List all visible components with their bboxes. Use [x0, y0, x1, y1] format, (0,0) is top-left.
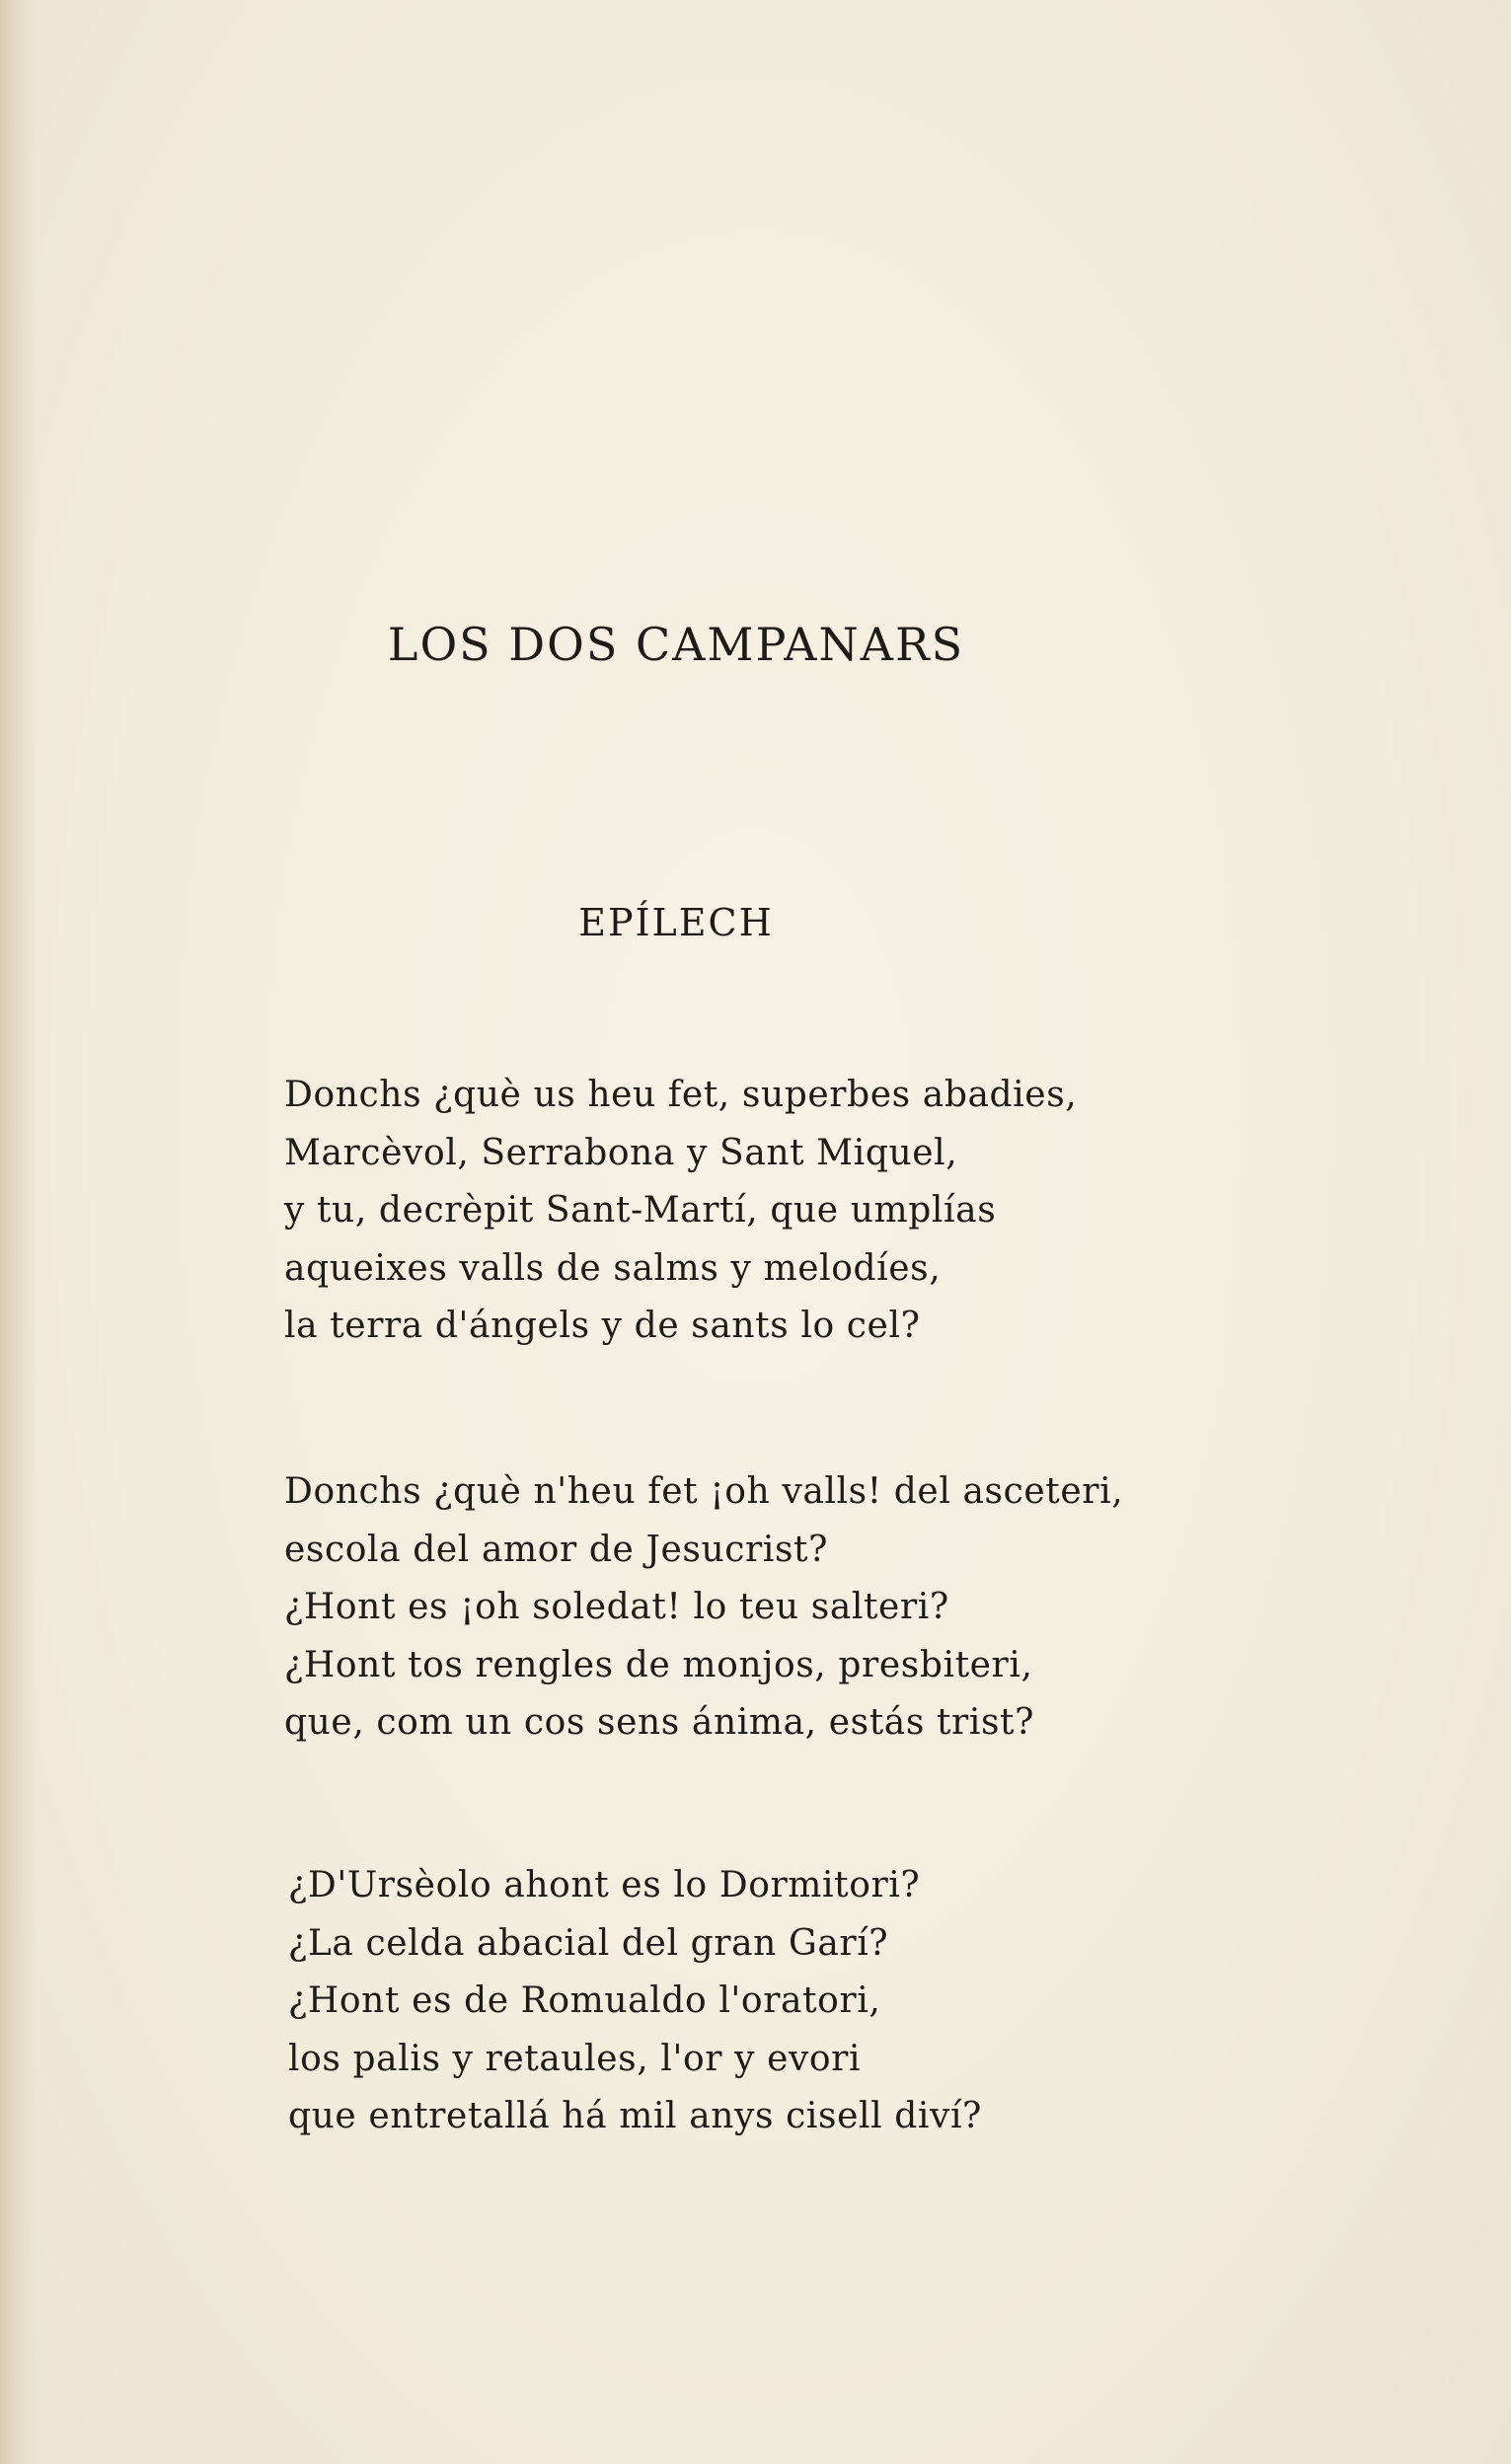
- verse-line: la terra d'ángels y de sants lo cel?: [284, 1306, 921, 1346]
- stanza: [284, 1067, 1271, 1356]
- poem-subtitle: EPÍLECH: [578, 901, 774, 944]
- verse-line: los palis y retaules, l'or y evori: [288, 2038, 862, 2079]
- stanza: [288, 1857, 1275, 2146]
- verse-line: aqueixes valls de salms y melodíes,: [284, 1247, 942, 1289]
- verse-line: ¿Hont tos rengles de monjos, presbiteri,: [284, 1644, 1033, 1685]
- stanza: [284, 1463, 1271, 1753]
- verse-line: Marcèvol, Serrabona y Sant Miquel,: [284, 1132, 958, 1173]
- poem-title: LOS DOS CAMPANARS: [387, 618, 965, 671]
- verse-line: ¿Hont es ¡oh soledat! lo teu salteri?: [284, 1587, 949, 1627]
- verse-line: Donchs ¿què n'heu fet ¡oh valls! del asceteri,: [284, 1471, 1124, 1512]
- verse-line: ¿Hont es de Romualdo l'oratori,: [288, 1980, 881, 2021]
- page-gutter-shadow: [0, 0, 38, 2464]
- verse-line: y tu, decrèpit Sant-Martí, que umplías: [284, 1190, 997, 1231]
- verse-line: ¿La celda abacial del gran Garí?: [288, 1922, 889, 1964]
- verse-line: que entretallá há mil anys cisell diví?: [288, 2096, 982, 2136]
- verse-line: que, com un cos sens ánima, estás trist?: [284, 1702, 1034, 1743]
- verse-line: escola del amor de Jesucrist?: [284, 1529, 828, 1570]
- verse-line: Donchs ¿què us heu fet, superbes abadies,: [284, 1075, 1078, 1115]
- verse-line: ¿D'Ursèolo ahont es lo Dormitori?: [288, 1865, 921, 1905]
